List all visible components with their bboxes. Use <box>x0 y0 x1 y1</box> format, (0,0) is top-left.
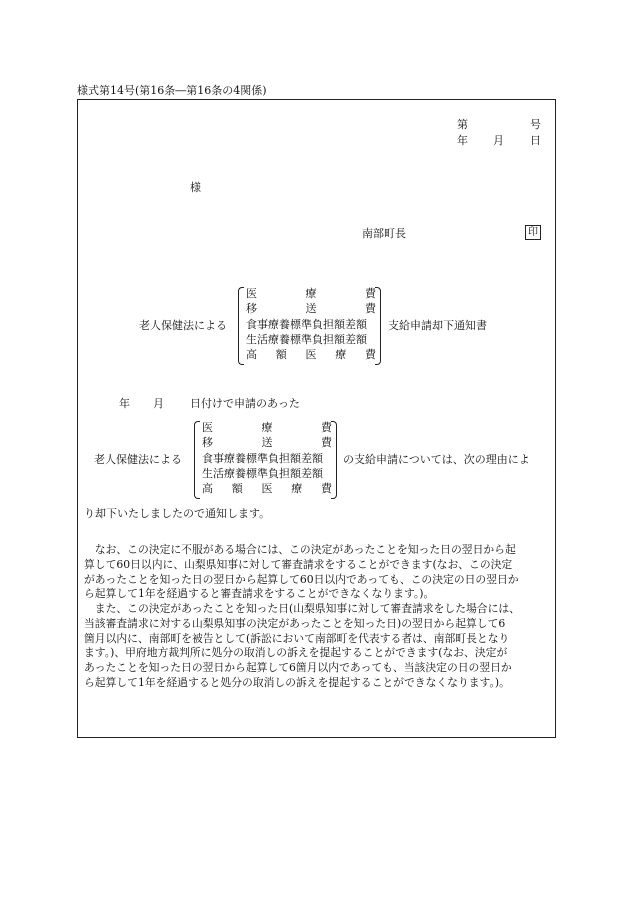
addressee-suffix: 様 <box>190 181 201 194</box>
body-item-meal: 食事療養標準負担額差額 <box>202 452 323 465</box>
char: 医 <box>305 348 317 361</box>
body-continuation: り却下いたしましたので通知します。 <box>84 507 271 520</box>
body-item-high-cost <box>202 482 332 496</box>
char: 高 <box>246 348 257 361</box>
char: 送 <box>261 436 273 449</box>
body-suffix: の支給申請については、次の理由によ <box>343 453 530 466</box>
char: 医 <box>246 287 257 300</box>
number-label-prefix: 第 <box>457 118 468 131</box>
char: 医 <box>261 482 273 495</box>
char: 移 <box>246 302 257 315</box>
char: 療 <box>305 287 317 300</box>
char: 費 <box>365 302 376 315</box>
body-prefix: 老人保健法による <box>94 453 182 466</box>
date-day-label: 日 <box>530 134 541 147</box>
char: 送 <box>305 302 317 315</box>
body-date-text: 日付けで申請のあった <box>190 397 300 410</box>
form-title: 様式第14号(第16条―第16条の4関係) <box>77 84 267 97</box>
body-item-transport <box>202 436 332 450</box>
subject-item-meal: 食事療養標準負担額差額 <box>246 318 367 331</box>
date-month-label: 月 <box>493 134 504 147</box>
body-year-label: 年 <box>119 397 130 410</box>
subject-item-medical <box>246 287 376 301</box>
subject-suffix: 支給申請却下通知書 <box>388 319 487 332</box>
char: 費 <box>321 482 332 495</box>
body-item-living: 生活療養標準負担額差額 <box>202 467 323 480</box>
char: 療 <box>335 348 347 361</box>
char: 費 <box>365 348 376 361</box>
char: 療 <box>261 421 273 434</box>
char: 費 <box>365 287 376 300</box>
char: 療 <box>291 482 303 495</box>
body-item-medical <box>202 421 332 435</box>
notice-objection: なお、この決定に不服がある場合には、この決定があったことを知った日の翌日から起 算して60日以内に、山梨県知事に対して審査請求をすることができます(なお、この決定 があったことを知った日の翌日から起算して60日以内であっても、この決定の日の翌日か ら起算して1年を経過すると審査請求をすることができなくなります。)。 <box>84 543 519 601</box>
subject-item-high-cost <box>246 348 376 362</box>
date-year-label: 年 <box>457 134 468 147</box>
body-left-brace <box>194 421 200 499</box>
subject-left-brace <box>238 287 244 365</box>
char: 額 <box>231 482 243 495</box>
char: 費 <box>321 436 332 449</box>
char: 高 <box>202 482 213 495</box>
subject-item-transport <box>246 302 376 316</box>
char: 費 <box>321 421 332 434</box>
subject-item-living: 生活療養標準負担額差額 <box>246 333 367 346</box>
issuer-title: 南部町長 <box>362 227 406 240</box>
seal-mark: 印 <box>525 225 541 240</box>
char: 移 <box>202 436 213 449</box>
notice-lawsuit: また、この決定があったことを知った日(山梨県知事に対して審査請求をした場合には、 当該審査請求に対する山梨県知事の決定があったことを知った日)の翌日から起算して6 箇月以内に、南部町を被告として(訴訟において南部町を代表する者は、南部町長となり ます。)、甲府地方裁判所に処分の取消しの訴えを提起することができます(なお、決定が あったことを知った日の翌日から起算して6箇月以内であっても、当該決定の日の翌日か ら起算して1年を経過すると処分の取消しの訴えを提起することができなくなります。)。 <box>84 602 520 689</box>
number-label-suffix: 号 <box>530 118 541 131</box>
char: 医 <box>202 421 213 434</box>
subject-prefix: 老人保健法による <box>139 319 227 332</box>
char: 額 <box>275 348 287 361</box>
body-month-label: 月 <box>153 397 164 410</box>
